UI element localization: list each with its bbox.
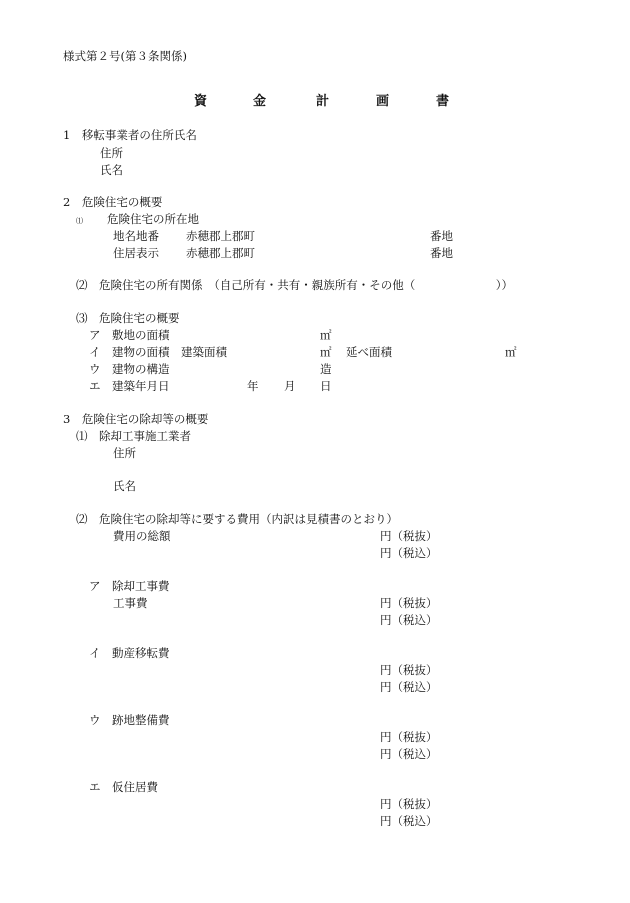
total-in-tax: 円（税込）	[380, 546, 438, 560]
demolition-ex-tax: 円（税抜）	[380, 596, 438, 610]
chiban-banchi: 番地	[430, 229, 453, 243]
moving-cost-heading: イ 動産移転費	[89, 646, 170, 660]
floor-area-unit: ㎡	[505, 345, 517, 359]
site-prep-cost-heading: ウ 跡地整備費	[89, 713, 170, 727]
item-1-marker: ⑴	[76, 217, 83, 225]
built-date-label: エ 建築年月日	[89, 379, 170, 393]
moving-ex-tax: 円（税抜）	[380, 663, 438, 677]
contractor-name-label: 氏名	[113, 479, 136, 493]
title-char: 金	[253, 94, 267, 109]
building-area-unit: ㎡	[320, 345, 332, 359]
jukyo-label: 住居表示	[113, 246, 159, 260]
section-1-heading: 1 移転事業者の住所氏名	[63, 128, 197, 142]
cost-heading: ⑵ 危険住宅の除却等に要する費用（内訳は見積書のとおり）	[76, 512, 398, 526]
structure-label: ウ 建物の構造	[89, 362, 170, 376]
form-reference: 様式第２号(第３条関係)	[63, 49, 187, 63]
temp-housing-in-tax: 円（税込）	[380, 814, 438, 828]
site-prep-in-tax: 円（税込）	[380, 747, 438, 761]
jukyo-banchi: 番地	[430, 246, 453, 260]
ownership-line: ⑵ 危険住宅の所有関係 （自己所有・共有・親族所有・その他（ ））	[76, 278, 513, 292]
floor-area-label: 延べ面積	[346, 345, 392, 359]
contractor-address-label: 住所	[113, 446, 136, 460]
building-area-label: イ 建物の面積 建築面積	[89, 345, 227, 359]
site-area-label: ア 敷地の面積	[89, 328, 170, 342]
title-char: 資	[194, 94, 208, 109]
jukyo-value: 赤穂郡上郡町	[186, 246, 255, 260]
mover-name-label: 氏名	[100, 163, 123, 177]
contractor-heading: ⑴ 除却工事施工業者	[76, 429, 191, 443]
section-2-heading: 2 危険住宅の概要	[63, 195, 163, 209]
moving-in-tax: 円（税込）	[380, 680, 438, 694]
built-year: 年	[247, 379, 259, 393]
chiban-value: 赤穂郡上郡町	[186, 229, 255, 243]
construction-cost-label: 工事費	[113, 596, 148, 610]
title-char: 画	[376, 94, 390, 109]
title-char: 計	[316, 94, 330, 109]
temp-housing-cost-heading: エ 仮住居費	[89, 780, 158, 794]
site-area-unit: ㎡	[320, 328, 332, 342]
demolition-in-tax: 円（税込）	[380, 613, 438, 627]
title-char: 書	[436, 94, 450, 109]
built-day: 日	[320, 379, 332, 393]
temp-housing-ex-tax: 円（税抜）	[380, 797, 438, 811]
site-prep-ex-tax: 円（税抜）	[380, 730, 438, 744]
total-cost-label: 費用の総額	[113, 529, 171, 543]
outline-heading: ⑶ 危険住宅の概要	[76, 311, 180, 325]
section-3-heading: 3 危険住宅の除却等の概要	[63, 412, 209, 426]
demolition-cost-heading: ア 除却工事費	[89, 579, 170, 593]
chiban-label: 地名地番	[113, 229, 159, 243]
built-month: 月	[284, 379, 296, 393]
location-heading: 危険住宅の所在地	[107, 212, 199, 226]
structure-unit: 造	[320, 362, 332, 376]
mover-address-label: 住所	[100, 146, 123, 160]
total-ex-tax: 円（税抜）	[380, 529, 438, 543]
